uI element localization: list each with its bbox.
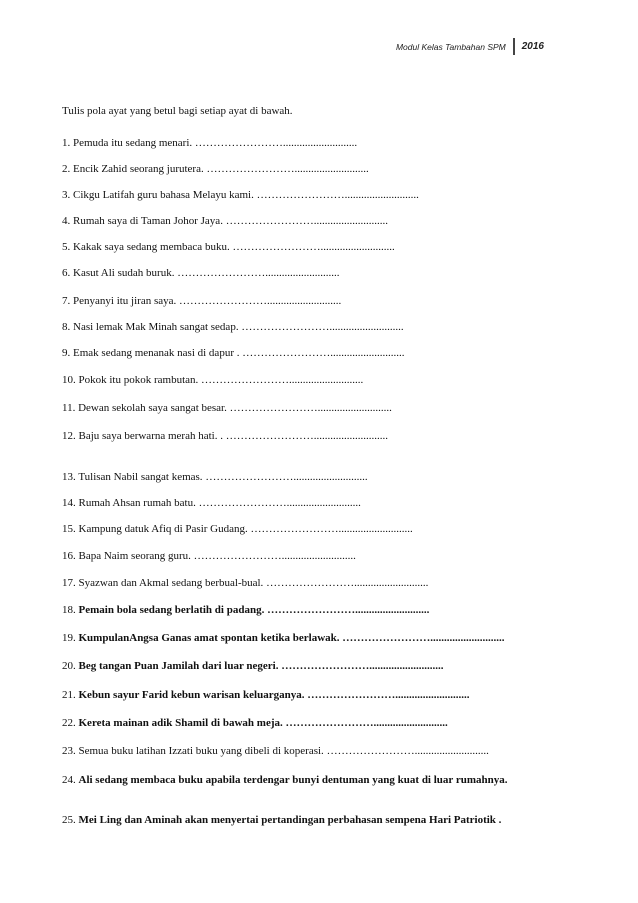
question-item — [62, 632, 505, 644]
question-item — [62, 550, 356, 562]
question-text: Beg tangan Puan Jamilah dari luar negeri. — [78, 660, 279, 672]
instruction-text: Tulis pola ayat yang betul bagi setiap ayat di bawah. — [62, 105, 293, 117]
question-text: Emak sedang menanak nasi di dapur . — [73, 347, 240, 359]
question-number: 22. — [62, 717, 76, 729]
header-year: 2016 — [521, 41, 544, 52]
answer-blank: ……………………........................... — [250, 523, 413, 535]
question-item — [62, 402, 392, 414]
answer-blank: ……………………........................... — [267, 604, 430, 616]
question-text: Kereta mainan adik Shamil di bawah meja. — [78, 717, 283, 729]
answer-blank: ……………………........................... — [225, 215, 388, 227]
question-number: 19. — [62, 632, 76, 644]
question-text: Nasi lemak Mak Minah sangat sedap. — [73, 321, 239, 333]
question-item — [62, 189, 419, 201]
question-number: 9. — [62, 347, 71, 359]
question-item — [62, 163, 369, 175]
question-item — [62, 137, 357, 149]
question-item — [62, 577, 428, 589]
answer-blank: ……………………........................... — [232, 241, 395, 253]
question-number: 14. — [62, 497, 76, 509]
question-text: Kakak saya sedang membaca buku. — [73, 241, 230, 253]
question-text: Penyanyi itu jiran saya. — [73, 295, 177, 307]
question-number: 24. — [62, 774, 76, 786]
question-number: 5. — [62, 241, 71, 253]
question-text: Bapa Naim seorang guru. — [78, 550, 191, 562]
question-number: 13. — [62, 471, 76, 483]
question-item — [62, 241, 395, 253]
question-item — [62, 215, 388, 227]
question-text: Encik Zahid seorang jurutera. — [73, 163, 204, 175]
question-item — [62, 717, 448, 729]
header-title: Modul Kelas Tambahan SPM — [395, 41, 506, 52]
answer-blank: ……………………........................... — [256, 189, 419, 201]
answer-blank: ……………………........................... — [342, 632, 505, 644]
answer-blank: ……………………........................... — [193, 550, 356, 562]
question-text: Kampung datuk Afiq di Pasir Gudang. — [78, 523, 248, 535]
answer-blank: ……………………........................... — [206, 163, 369, 175]
answer-blank: ……………………........................... — [201, 374, 364, 386]
question-text: Dewan sekolah saya sangat besar. — [78, 402, 227, 414]
question-item — [62, 430, 388, 442]
question-item — [62, 295, 341, 307]
question-text: Cikgu Latifah guru bahasa Melayu kami. — [73, 189, 254, 201]
question-item — [62, 374, 363, 386]
question-number: 17. — [62, 577, 76, 589]
answer-blank: ……………………........................... — [285, 717, 448, 729]
question-text: Kebun sayur Farid kebun warisan keluarganya. — [78, 689, 305, 701]
question-text: Pemuda itu sedang menari. — [73, 137, 193, 149]
answer-blank: ……………………........................... — [281, 660, 444, 672]
question-item — [62, 604, 429, 616]
question-text: Ali sedang membaca buku apabila terdengar bunyi dentuman yang kuat di luar rumahnya. — [78, 774, 508, 786]
answer-blank: ……………………........................... — [177, 267, 340, 279]
question-item — [62, 523, 413, 535]
question-number: 16. — [62, 550, 76, 562]
question-item — [62, 689, 469, 701]
answer-blank: ……………………........................... — [229, 402, 392, 414]
question-number: 10. — [62, 374, 76, 386]
question-item — [62, 814, 501, 826]
question-text: Tulisan Nabil sangat kemas. — [78, 471, 203, 483]
question-text: Syazwan dan Akmal sedang berbual-bual. — [78, 577, 264, 589]
question-number: 11. — [62, 402, 76, 414]
question-number: 18. — [62, 604, 76, 616]
question-text: KumpulanAngsa Ganas amat spontan ketika berlawak. — [78, 632, 340, 644]
question-item — [62, 267, 339, 279]
question-text: Baju saya berwarna merah hati. . — [78, 430, 223, 442]
question-number: 6. — [62, 267, 71, 279]
question-text: Pemain bola sedang berlatih di padang. — [78, 604, 265, 616]
answer-blank: ……………………........................... — [198, 497, 361, 509]
question-number: 12. — [62, 430, 76, 442]
question-text: Semua buku latihan Izzati buku yang dibeli di koperasi. — [78, 745, 324, 757]
answer-blank: ……………………........................... — [326, 745, 489, 757]
question-text: Rumah Ahsan rumah batu. — [78, 497, 196, 509]
question-number: 2. — [62, 163, 71, 175]
question-item — [62, 347, 404, 359]
question-number: 15. — [62, 523, 76, 535]
question-text: Pokok itu pokok rambutan. — [78, 374, 199, 386]
question-number: 8. — [62, 321, 71, 333]
question-item — [62, 321, 404, 333]
question-item — [62, 774, 508, 786]
question-number: 20. — [62, 660, 76, 672]
question-text: Kasut Ali sudah buruk. — [73, 267, 175, 279]
question-item — [62, 745, 489, 757]
question-item — [62, 660, 443, 672]
question-text: Mei Ling dan Aminah akan menyertai pertandingan perbahasan sempena Hari Patriotik . — [78, 814, 502, 826]
question-item — [62, 471, 368, 483]
question-number: 1. — [62, 137, 71, 149]
question-item — [62, 497, 361, 509]
answer-blank: ……………………........................... — [205, 471, 368, 483]
question-number: 3. — [62, 189, 71, 201]
answer-blank: ……………………........................... — [266, 577, 429, 589]
question-number: 25. — [62, 814, 76, 826]
answer-blank: ……………………........................... — [194, 137, 358, 149]
question-text: Rumah saya di Taman Johor Jaya. — [73, 215, 223, 227]
answer-blank: ……………………........................... — [307, 689, 470, 701]
page-header — [396, 38, 544, 55]
answer-blank: ……………………........................... — [225, 430, 388, 442]
question-number: 23. — [62, 745, 76, 757]
question-number: 7. — [62, 295, 71, 307]
question-number: 21. — [62, 689, 76, 701]
answer-blank: ……………………........................... — [241, 321, 404, 333]
answer-blank: ……………………........................... — [179, 295, 342, 307]
question-number: 4. — [62, 215, 71, 227]
answer-blank: ……………………........................... — [242, 347, 405, 359]
